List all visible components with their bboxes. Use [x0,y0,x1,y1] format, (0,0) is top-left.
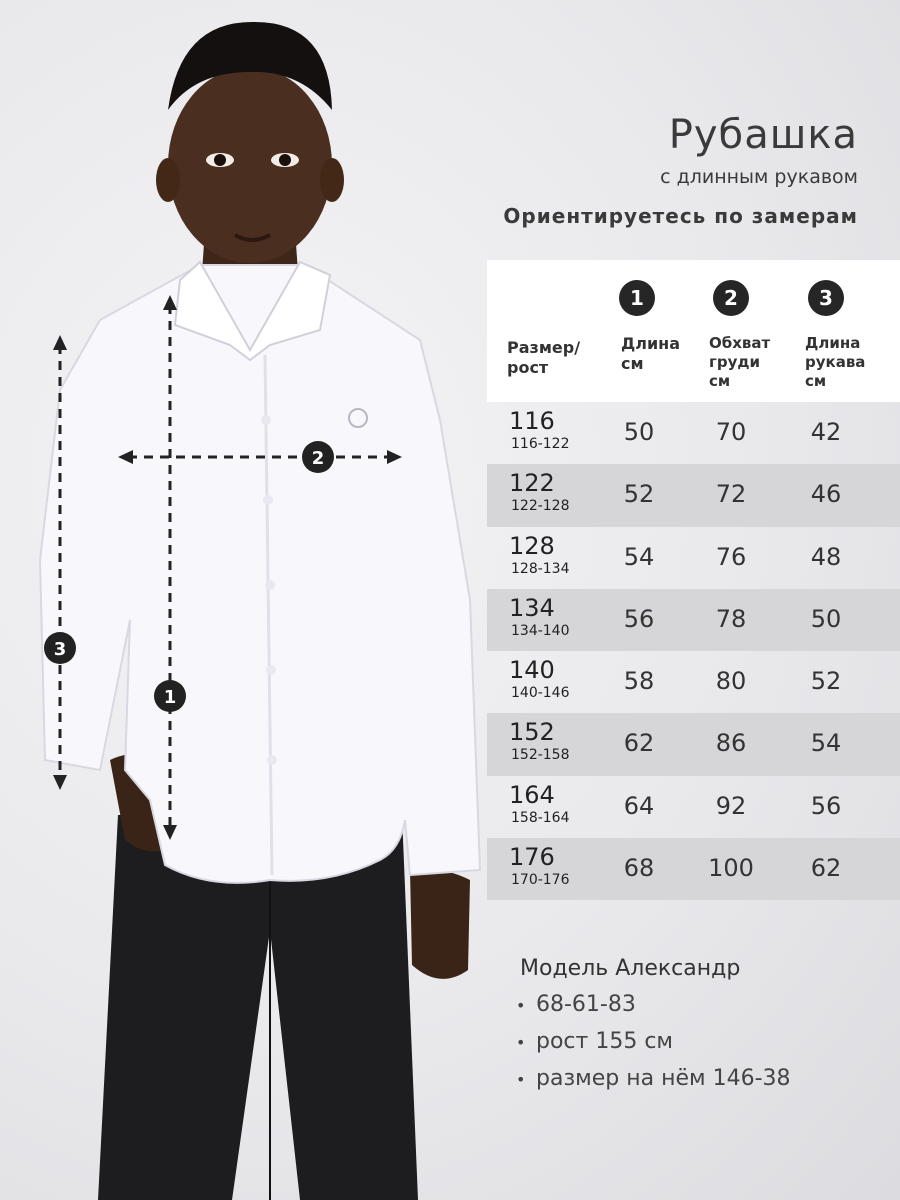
height-range: 158-164 [511,809,570,826]
size-value: 164 [509,780,555,809]
sleeve-value: 42 [810,418,842,446]
marker-1 [154,680,186,712]
model-details-list [516,990,791,1101]
chest-value: 72 [715,480,747,509]
size-value: 140 [509,656,555,685]
size-value: 134 [509,593,555,622]
height-range: 170-176 [511,872,570,889]
sleeve-value: 46 [810,480,842,509]
height-range: 140-146 [511,685,570,702]
length-value: 64 [623,791,655,820]
chest-value: 92 [715,791,747,820]
size-value: 116 [509,407,555,435]
shirt [40,265,480,883]
height-range: 122-128 [511,498,570,515]
marker-2 [302,441,334,473]
chest-value: 70 [715,418,747,446]
chest-value: 86 [715,729,747,758]
chest-value: 100 [708,854,754,883]
model-detail-text: 68-61-83 [536,992,636,1017]
length-value: 52 [623,480,655,509]
bullet-icon: • [516,1070,526,1089]
size-table [487,260,900,900]
table-row [487,838,900,900]
product-subtitle: с длинным рукавом [660,166,858,188]
height-range: 116-122 [511,436,570,452]
measurements-heading: Ориентируетесь по замерам [503,204,858,228]
model-detail-item [516,1064,791,1101]
model-detail-text: рост 155 см [536,1029,674,1054]
chest-value: 76 [715,542,747,571]
svg-text:2: 2 [311,448,325,469]
size-value: 122 [509,469,555,498]
length-value: 68 [623,854,655,883]
sleeve-value: 48 [810,542,842,571]
table-row [487,713,900,775]
svg-text:1: 1 [163,687,177,708]
length-value: 62 [623,729,655,758]
table-row [487,589,900,651]
column-header-length: Длина см [621,334,681,373]
right-hand [410,869,470,979]
height-range: 128-134 [511,560,570,577]
size-value: 152 [509,718,555,747]
sleeve-value: 50 [810,604,842,633]
column-header-sleeve: Длина рукава см [805,334,866,390]
column-header-chest: Обхват груди см [709,334,771,390]
badge-chest: 2 [713,280,749,316]
height-range: 134-140 [511,622,570,639]
bullet-icon: • [516,996,526,1015]
table-row [487,651,900,713]
badge-length: 1 [619,280,655,316]
size-value: 176 [509,843,555,872]
product-title: Рубашка [668,112,858,158]
sleeve-value: 62 [810,854,842,883]
chest-value: 78 [715,604,747,633]
bullet-icon: • [516,1033,526,1052]
size-column-header: Размер/ рост [507,338,581,377]
head [168,67,332,263]
table-row [487,527,900,589]
sleeve-value: 56 [810,791,842,820]
sleeve-value: 54 [810,729,842,758]
table-header [487,260,900,402]
sleeve-value: 52 [810,667,842,696]
badge-sleeve: 3 [808,280,844,316]
length-value: 54 [623,542,655,571]
length-value: 56 [623,604,655,633]
table-row [487,402,900,464]
table-row [487,776,900,838]
length-value: 50 [623,418,655,446]
model-detail-item [516,990,791,1027]
model-detail-text: размер на нём 146-38 [536,1066,791,1091]
marker-3 [44,632,76,664]
size-value: 128 [509,531,555,560]
table-row [487,464,900,526]
table-body [487,402,900,900]
height-range: 152-158 [511,747,570,764]
chest-value: 80 [715,667,747,696]
model-name: Модель Александр [520,956,741,981]
svg-text:3: 3 [53,639,67,660]
length-value: 58 [623,667,655,696]
model-detail-item [516,1027,791,1064]
